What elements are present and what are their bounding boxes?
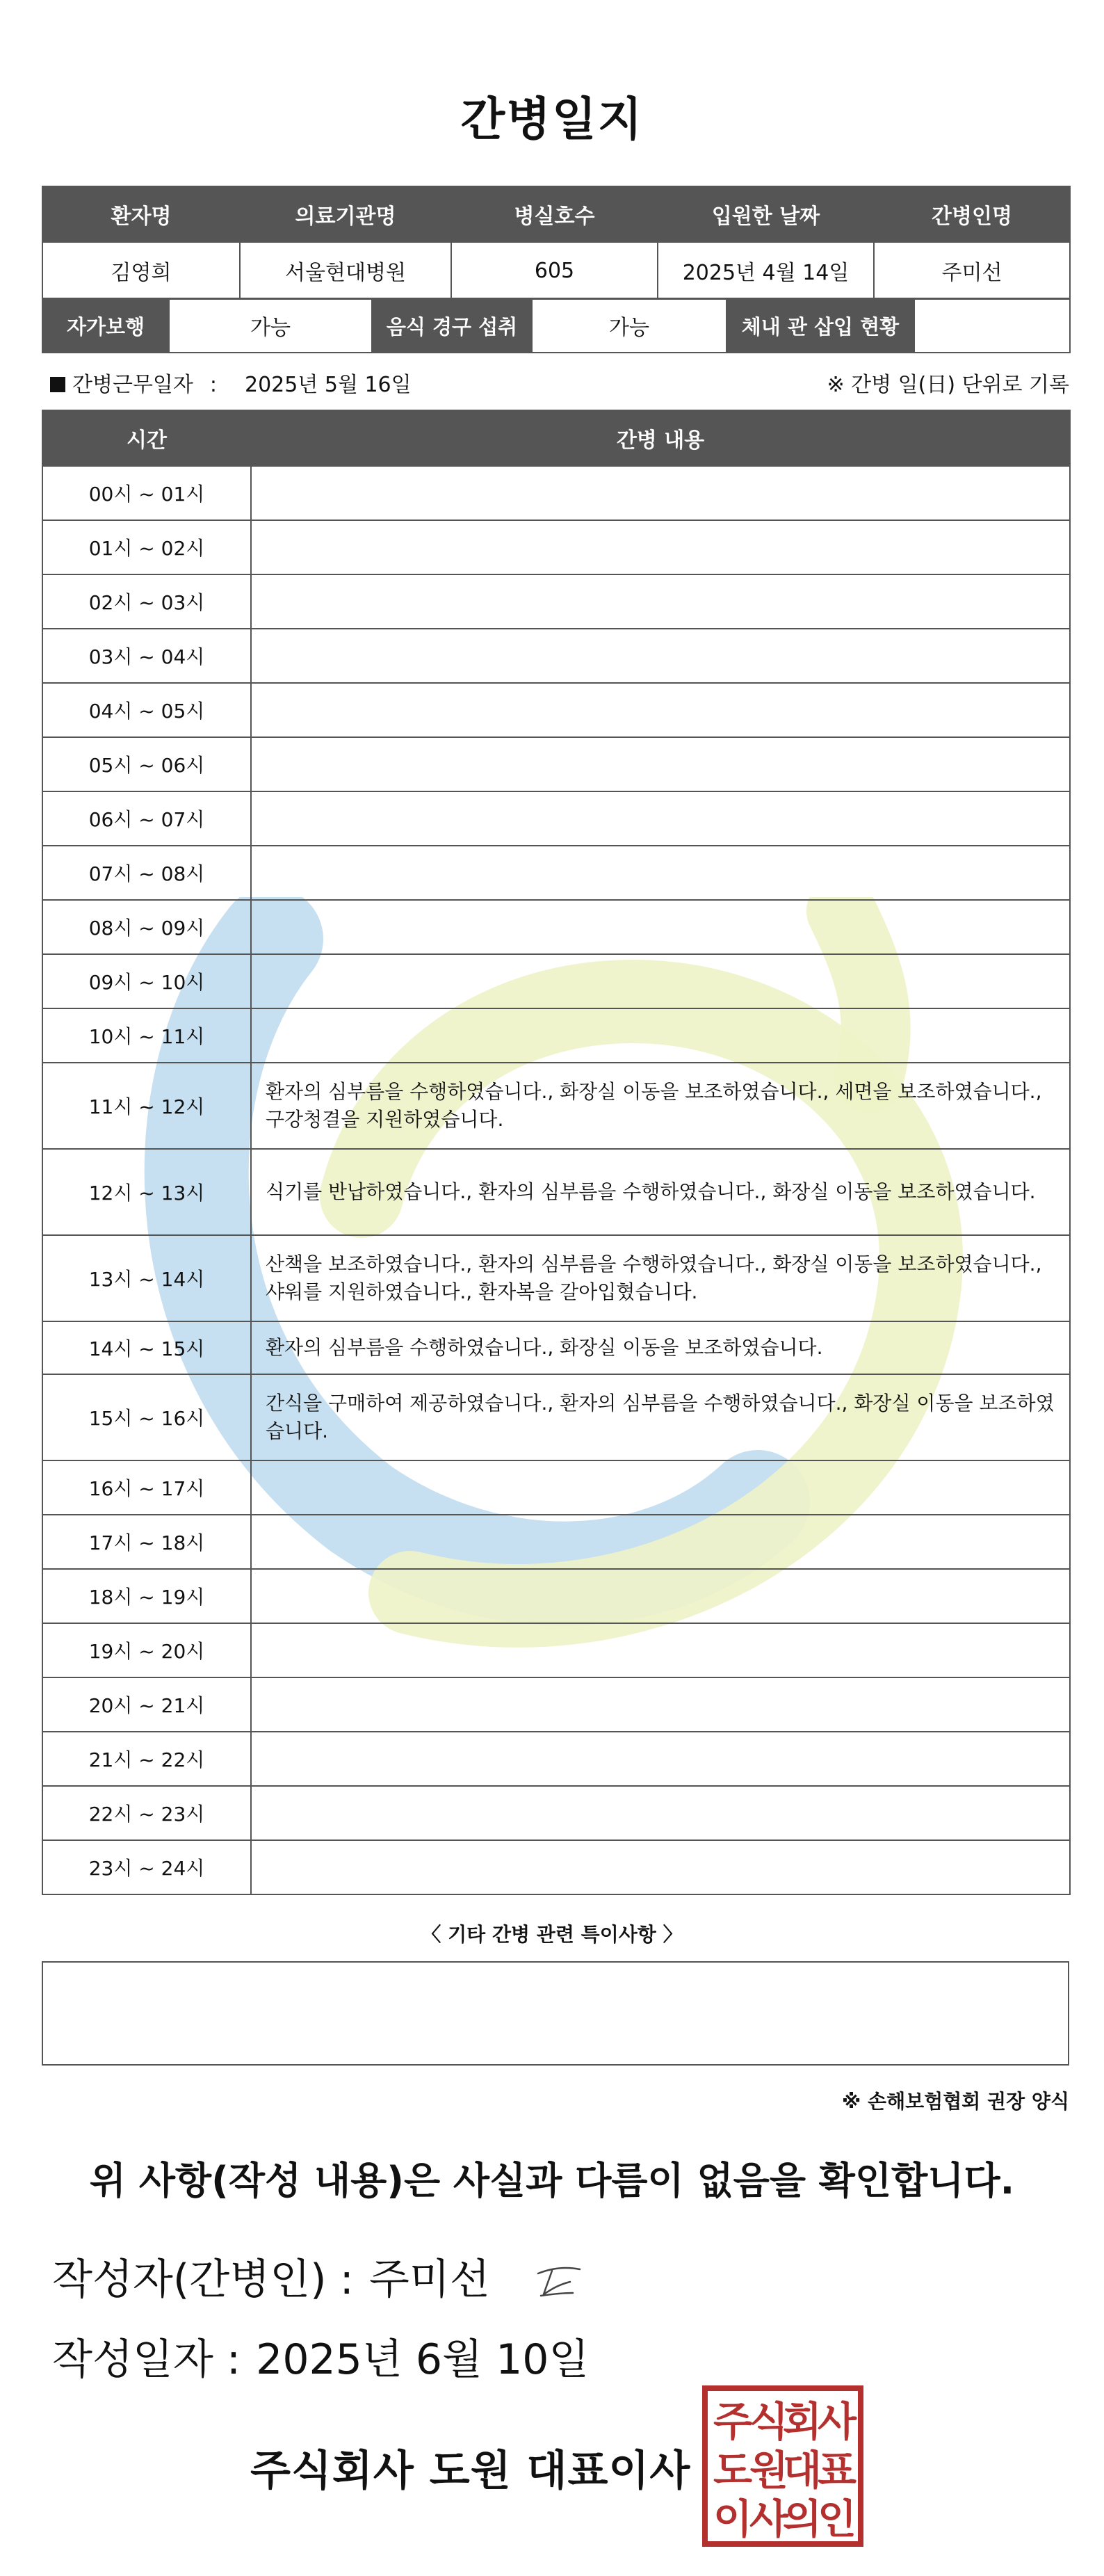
care-log-time: 10시 ~ 11시 <box>42 1008 251 1063</box>
care-log-row <box>42 1149 1070 1235</box>
care-log-time: 21시 ~ 22시 <box>42 1732 251 1786</box>
care-log-row <box>42 1569 1070 1623</box>
patient-info-value-row <box>42 242 1070 299</box>
tube-insertion-label: 체내 관 삽입 현황 <box>726 298 914 353</box>
header-room-number: 병실호수 <box>451 186 658 242</box>
care-log-content: 식기를 반납하였습니다., 환자의 심부름을 수행하였습니다., 화장실 이동을 보조하였습니다. <box>251 1149 1070 1235</box>
care-log-row <box>42 1008 1070 1063</box>
care-log-row <box>42 466 1070 520</box>
care-log-row <box>42 1321 1070 1374</box>
care-log-row <box>42 1623 1070 1677</box>
care-log-time: 02시 ~ 03시 <box>42 574 251 629</box>
svg-text:인: 인 <box>817 2495 857 2543</box>
svg-text:표: 표 <box>817 2447 857 2494</box>
svg-text:주: 주 <box>713 2398 753 2445</box>
care-log-time: 09시 ~ 10시 <box>42 954 251 1008</box>
remarks-box <box>42 1961 1069 2066</box>
header-admission-date: 입원한 날짜 <box>658 186 874 242</box>
company-seal-stamp <box>702 2385 863 2547</box>
care-log-row <box>42 629 1070 683</box>
care-log-content <box>251 1460 1070 1515</box>
square-bullet-icon <box>50 377 65 392</box>
written-date-value: 2025년 6월 10일 <box>256 2335 590 2384</box>
work-date-value: 2025년 5월 16일 <box>245 373 412 397</box>
care-log-content <box>251 629 1070 683</box>
care-log-time: 17시 ~ 18시 <box>42 1515 251 1569</box>
patient-info-header-row <box>42 186 1070 242</box>
care-log-content <box>251 520 1070 574</box>
work-date-label: 간병근무일자 <box>72 373 193 397</box>
care-log-content <box>251 846 1070 900</box>
writer-name: 주미선 <box>368 2255 490 2304</box>
svg-text:식: 식 <box>749 2398 789 2445</box>
patient-status-table <box>42 298 1071 353</box>
care-log-time: 15시 ~ 16시 <box>42 1374 251 1460</box>
writer-line <box>52 2246 587 2306</box>
self-walk-value: 가능 <box>169 298 372 353</box>
care-log-row <box>42 1786 1070 1840</box>
header-caregiver-name: 간병인명 <box>874 186 1070 242</box>
care-log-content <box>251 1008 1070 1063</box>
care-log-content: 간식을 구매하여 제공하였습니다., 환자의 심부름을 수행하였습니다., 화장실 이동을 보조하였습니다. <box>251 1374 1070 1460</box>
care-log-content <box>251 1840 1070 1894</box>
care-log-time: 06시 ~ 07시 <box>42 791 251 846</box>
care-log-time: 03시 ~ 04시 <box>42 629 251 683</box>
header-hospital-name: 의료기관명 <box>240 186 451 242</box>
svg-text:도: 도 <box>713 2447 753 2494</box>
care-log-time: 23시 ~ 24시 <box>42 1840 251 1894</box>
written-date-label: 작성일자 : <box>52 2335 241 2384</box>
care-log-time: 13시 ~ 14시 <box>42 1235 251 1321</box>
care-log-row <box>42 520 1070 574</box>
confirmation-statement: 위 사항(작성 내용)은 사실과 다름이 없음을 확인합니다. <box>89 2159 1015 2203</box>
care-log-row <box>42 1840 1070 1894</box>
company-representative: 주식회사 도원 대표이사 <box>250 2447 691 2495</box>
care-log-row <box>42 574 1070 629</box>
caregiver-name: 주미선 <box>874 242 1070 299</box>
header-care-content: 간병 내용 <box>251 410 1070 466</box>
work-date-colon: : <box>209 373 217 397</box>
care-log-row <box>42 737 1070 791</box>
care-log-content <box>251 1515 1070 1569</box>
recommend-note: ※ 손해보험협회 권장 양식 <box>842 2090 1069 2113</box>
care-log-row <box>42 1063 1070 1149</box>
svg-text:사: 사 <box>817 2398 857 2445</box>
signature-icon <box>531 2261 587 2303</box>
care-log-time: 22시 ~ 23시 <box>42 1786 251 1840</box>
care-log-content: 환자의 심부름을 수행하였습니다., 화장실 이동을 보조하였습니다., 세면을 보조하였습니다., 구강청결을 지원하였습니다. <box>251 1063 1070 1149</box>
care-log-row <box>42 1677 1070 1732</box>
care-log-content <box>251 466 1070 520</box>
care-log-table <box>42 410 1071 1895</box>
room-number: 605 <box>451 242 658 299</box>
care-log-content <box>251 1786 1070 1840</box>
work-date-line <box>50 367 412 398</box>
care-log-row <box>42 846 1070 900</box>
header-patient-name: 환자명 <box>42 186 240 242</box>
svg-text:회: 회 <box>782 2398 822 2445</box>
care-log-content <box>251 574 1070 629</box>
care-log-time: 08시 ~ 09시 <box>42 900 251 954</box>
oral-intake-value: 가능 <box>532 298 726 353</box>
care-log-time: 18시 ~ 19시 <box>42 1569 251 1623</box>
care-log-body <box>42 466 1070 1894</box>
admission-date: 2025년 4월 14일 <box>658 242 874 299</box>
patient-status-row <box>42 298 1070 353</box>
care-log-time: 01시 ~ 02시 <box>42 520 251 574</box>
care-log-row <box>42 1235 1070 1321</box>
care-log-time: 04시 ~ 05시 <box>42 683 251 737</box>
care-log-time: 05시 ~ 06시 <box>42 737 251 791</box>
care-log-row <box>42 954 1070 1008</box>
svg-text:원: 원 <box>749 2447 789 2494</box>
care-log-content: 환자의 심부름을 수행하였습니다., 화장실 이동을 보조하였습니다. <box>251 1321 1070 1374</box>
care-log-content <box>251 1732 1070 1786</box>
svg-text:이: 이 <box>713 2495 753 2543</box>
svg-text:사: 사 <box>749 2495 789 2543</box>
care-log-row <box>42 1515 1070 1569</box>
care-log-time: 07시 ~ 08시 <box>42 846 251 900</box>
document-title: 간병일지 <box>460 92 644 146</box>
svg-text:대: 대 <box>782 2447 822 2494</box>
care-log-row <box>42 683 1070 737</box>
care-log-content <box>251 954 1070 1008</box>
care-log-content <box>251 1677 1070 1732</box>
hospital-name: 서울현대병원 <box>240 242 451 299</box>
care-log-time: 00시 ~ 01시 <box>42 466 251 520</box>
patient-name: 김영희 <box>42 242 240 299</box>
care-log-content <box>251 1569 1070 1623</box>
care-log-content <box>251 683 1070 737</box>
care-log-time: 12시 ~ 13시 <box>42 1149 251 1235</box>
oral-intake-label: 음식 경구 섭취 <box>372 298 532 353</box>
care-log-content <box>251 1623 1070 1677</box>
header-time: 시간 <box>42 410 251 466</box>
self-walk-label: 자가보행 <box>42 298 169 353</box>
care-log-header-row <box>42 410 1070 466</box>
care-log-content <box>251 791 1070 846</box>
care-log-row <box>42 1732 1070 1786</box>
unit-note: ※ 간병 일(日) 단위로 기록 <box>827 373 1069 397</box>
care-log-time: 20시 ~ 21시 <box>42 1677 251 1732</box>
svg-text:의: 의 <box>782 2495 822 2543</box>
care-log-content <box>251 737 1070 791</box>
patient-info-table <box>42 186 1071 300</box>
tube-insertion-value <box>914 298 1070 353</box>
written-date-line <box>52 2326 589 2386</box>
writer-label: 작성자(간병인) : <box>52 2255 354 2304</box>
care-log-time: 19시 ~ 20시 <box>42 1623 251 1677</box>
care-log-row <box>42 791 1070 846</box>
care-log-row <box>42 900 1070 954</box>
care-log-content: 산책을 보조하였습니다., 환자의 심부름을 수행하였습니다., 화장실 이동을 보조하였습니다., 샤워를 지원하였습니다., 환자복을 갈아입혔습니다. <box>251 1235 1070 1321</box>
care-log-row <box>42 1374 1070 1460</box>
care-log-time: 11시 ~ 12시 <box>42 1063 251 1149</box>
remarks-title: 〈 기타 간병 관련 특이사항 〉 <box>421 1923 683 1946</box>
care-log-content <box>251 900 1070 954</box>
care-log-time: 14시 ~ 15시 <box>42 1321 251 1374</box>
care-log-row <box>42 1460 1070 1515</box>
care-log-time: 16시 ~ 17시 <box>42 1460 251 1515</box>
